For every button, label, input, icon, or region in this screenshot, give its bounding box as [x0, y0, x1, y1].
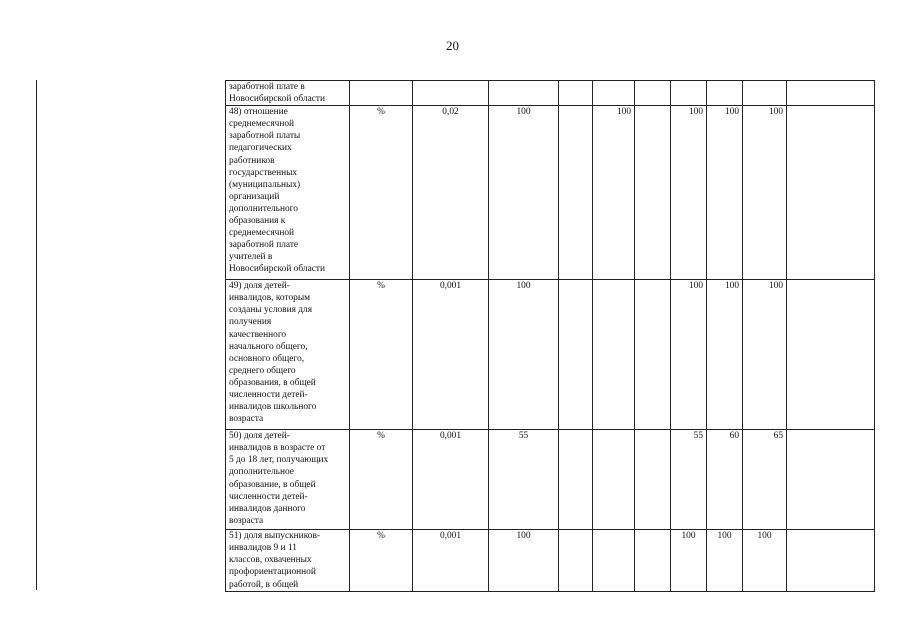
value-cell: 100 — [671, 530, 707, 592]
indicator-name-cell: заработной плате в Новосибирской области — [226, 81, 350, 106]
value-cell: 100 — [743, 530, 787, 592]
table-row — [226, 81, 875, 106]
value-cell: 55 — [489, 430, 559, 530]
value-cell: 0,02 — [413, 106, 489, 280]
value-cell — [671, 81, 707, 106]
indicators-table — [225, 80, 875, 592]
value-cell — [707, 81, 743, 106]
value-cell — [635, 106, 671, 280]
value-cell: 100 — [743, 280, 787, 430]
value-cell: 100 — [489, 280, 559, 430]
indicator-name-cell: 51) доля выпускников- инвалидов 9 и 11 классов, охваченных профориентационной работой, в общей — [226, 530, 350, 592]
value-cell: 0,001 — [413, 530, 489, 592]
left-border-line — [36, 80, 37, 590]
value-cell — [593, 530, 635, 592]
unit-cell: % — [350, 106, 413, 280]
value-cell — [559, 81, 593, 106]
indicator-name-cell: 50) доля детей- инвалидов в возрасте от 5 до 18 лет, получающих дополнительное образование, в общей численности детей- инвалидов данного возраста — [226, 430, 350, 530]
value-cell: 100 — [707, 106, 743, 280]
value-cell — [559, 106, 593, 280]
value-cell — [413, 81, 489, 106]
value-cell — [743, 81, 787, 106]
value-cell: 100 — [707, 280, 743, 430]
value-cell — [593, 280, 635, 430]
value-cell: 100 — [489, 106, 559, 280]
table-row — [226, 530, 875, 592]
value-cell — [635, 280, 671, 430]
unit-cell: % — [350, 430, 413, 530]
value-cell: 100 — [671, 106, 707, 280]
unit-cell: % — [350, 280, 413, 430]
value-cell: 100 — [743, 106, 787, 280]
value-cell — [787, 280, 875, 430]
value-cell: 0,001 — [413, 430, 489, 530]
value-cell — [635, 530, 671, 592]
value-cell: 0,001 — [413, 280, 489, 430]
value-cell — [593, 81, 635, 106]
table-row — [226, 430, 875, 530]
value-cell — [635, 81, 671, 106]
value-cell — [787, 530, 875, 592]
unit-cell: % — [350, 530, 413, 592]
value-cell: 65 — [743, 430, 787, 530]
value-cell: 60 — [707, 430, 743, 530]
table-row — [226, 106, 875, 280]
value-cell — [787, 430, 875, 530]
value-cell: 100 — [489, 530, 559, 592]
value-cell: 100 — [707, 530, 743, 592]
value-cell — [787, 81, 875, 106]
value-cell: 100 — [593, 106, 635, 280]
indicator-name-cell: 49) доля детей- инвалидов, которым созданы условия для получения качественного начального общего, основного общего, среднего общего образования, в общей численности детей- инвалидов школьного возраста — [226, 280, 350, 430]
value-cell — [559, 530, 593, 592]
page-number: 20 — [446, 38, 459, 53]
value-cell — [593, 430, 635, 530]
unit-cell — [350, 81, 413, 106]
value-cell — [635, 430, 671, 530]
value-cell — [559, 280, 593, 430]
indicator-name-cell: 48) отношение среднемесячной заработной платы педагогических работников государственных (муниципальных) организаций дополнительного образования к среднемесячной заработной плате учителей в Новосибирской области — [226, 106, 350, 280]
value-cell — [559, 430, 593, 530]
value-cell — [787, 106, 875, 280]
table-row — [226, 280, 875, 430]
value-cell: 55 — [671, 430, 707, 530]
value-cell — [489, 81, 559, 106]
value-cell: 100 — [671, 280, 707, 430]
